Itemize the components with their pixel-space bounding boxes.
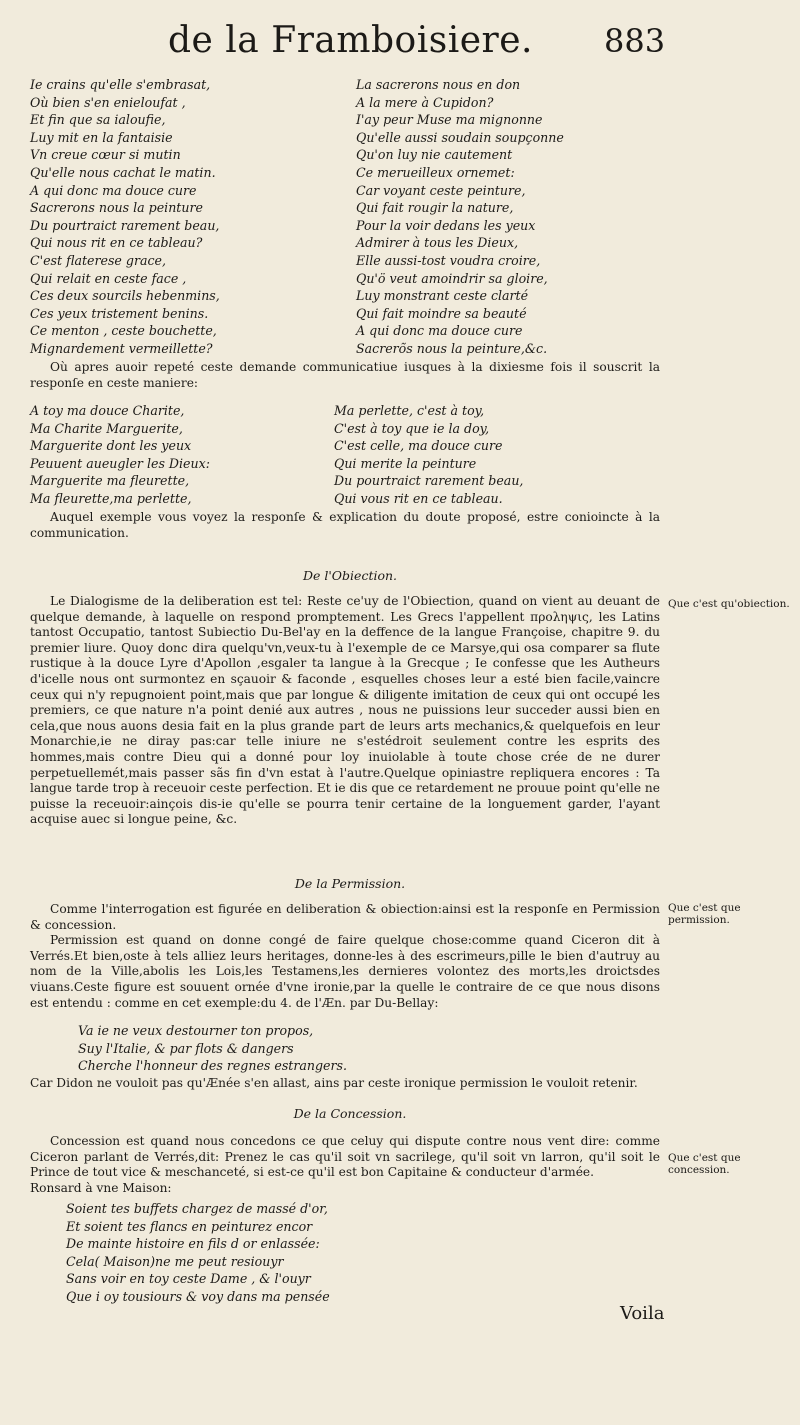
verse-line: Et soient tes flancs en peinturez encor	[66, 1218, 313, 1234]
verse-line: Ces yeux tristement benins.	[30, 305, 209, 321]
verse-line: A toy ma douce Charite,	[30, 403, 185, 418]
margin-note-objection: Que c'est qu'obiection.	[668, 598, 790, 610]
margin-note-concession: Que c'est que concession.	[668, 1152, 741, 1176]
page-header	[0, 14, 800, 70]
catchword: Voila	[620, 1303, 665, 1324]
verse-line: Qui merite la peinture	[334, 455, 477, 471]
verse-line: Sans voir en toy ceste Dame , & l'ouyr	[66, 1271, 311, 1287]
verse-block-1-right	[356, 76, 564, 358]
section-objection-text	[30, 594, 660, 828]
verse-line: Qui nous rit en ce tableau?	[30, 235, 203, 251]
verse-line: C'est à toy que ie la doy,	[334, 420, 490, 436]
paragraph-text: Car Didon ne vouloit pas qu'Ænée s'en allast, ains par ceste ironique permission le vouloit retenir.	[30, 1076, 638, 1090]
section-concession-text	[30, 1134, 660, 1196]
verse-line: Cela( Maison)ne me peut resiouyr	[66, 1253, 284, 1269]
verse-line: Qu'elle aussi soudain soupçonne	[356, 129, 564, 145]
verse-line: Suy l'Italie, & par flots & dangers	[78, 1040, 294, 1056]
verse-line: Ce merueilleux ornemet:	[356, 164, 515, 180]
verse-line: Ce menton , ceste bouchette,	[30, 323, 217, 339]
verse-line: Sacrerons nous la peinture	[30, 200, 203, 216]
verse-line: Sacrerõs nous la peinture,&c.	[356, 340, 548, 356]
verse-line: Qu'ö veut amoindrir sa gloire,	[356, 270, 548, 286]
section-permission-closing	[30, 1076, 660, 1092]
verse-line: C'est celle, ma douce cure	[334, 438, 503, 454]
verse-line: A qui donc ma douce cure	[30, 182, 197, 198]
verse-line: Qui vous rit en ce tableau.	[334, 490, 503, 506]
verse-line: De mainte histoire en fils d or enlassée:	[66, 1236, 320, 1252]
verse-line: Marguerite ma fleurette,	[30, 473, 190, 489]
verse-line: Qu'elle nous cachat le matin.	[30, 164, 216, 180]
verse-line: Mignardement vermeillette?	[30, 340, 213, 356]
paragraph-text: Concession est quand nous concedons ce que celuy qui dispute contre nous vent dire: comme Ciceron parlant de Verrés,dit: Prenez le cas qu'il soit vn sacrilege, qu'il soit vn larron, qu'il soit le Prince de tout vice & meschanceté, si est-ce qu'il est bon Capitaine & conducteur d'armée.	[30, 1134, 660, 1180]
margin-note-permission: Que c'est que permission.	[668, 902, 741, 926]
verse-concession	[66, 1200, 330, 1306]
verse-line: Pour la voir dedans les yeux	[356, 217, 536, 233]
verse-line: La sacrerons nous en don	[356, 77, 521, 92]
paragraph-text: Permission est quand on donne congé de faire quelque chose:comme quand Ciceron dit à Verrés.Et bien,oste à tels alliez leurs heritages, donne-les à des escrimeurs,pille le bien d'autruy au nom de la Ville,abolis les Lois,les Testamens,les dernieres volontez des morts,les droictsdes viuans.Ceste figure est souuent ornée d'vne ironie,par la quelle le contraire de ce que nous disons est entendu : comme en cet exemple:du 4. de l'Æn. par Du-Bellay:	[30, 933, 660, 1010]
verse-line: Admirer à tous les Dieux,	[356, 235, 519, 251]
verse-line: Car voyant ceste peinture,	[356, 182, 526, 198]
verse-block-2-right	[334, 402, 523, 508]
verse-line: Luy mit en la fantaisie	[30, 129, 173, 145]
verse-line: Du pourtraict rarement beau,	[30, 217, 220, 233]
verse-line: Ces deux sourcils hebenmins,	[30, 288, 220, 304]
verse-line: Ie crains qu'elle s'embrasat,	[30, 77, 211, 92]
paragraph-text: Comme l'interrogation est figurée en deliberation & obiection:ainsi est la responſe en Permission & concession.	[30, 902, 660, 932]
verse-line: Qui relait en ceste face ,	[30, 270, 187, 286]
verse-line: Va ie ne veux destourner ton propos,	[78, 1023, 314, 1038]
verse-line: I'ay peur Muse ma mignonne	[356, 112, 543, 128]
verse-line: C'est flaterese grace,	[30, 252, 166, 268]
verse-line: A la mere à Cupidon?	[356, 94, 494, 110]
paragraph-text: Ronsard à vne Maison:	[30, 1180, 172, 1195]
verse-line: A qui donc ma douce cure	[356, 323, 523, 339]
verse-line: Ma Charite Marguerite,	[30, 420, 183, 436]
running-title: de la Framboisiere.	[168, 20, 533, 61]
verse-line: Ma fleurette,ma perlette,	[30, 490, 192, 506]
verse-line: Ma perlette, c'est à toy,	[334, 403, 485, 418]
verse-line: Marguerite dont les yeux	[30, 438, 192, 454]
paragraph-text: Auquel exemple vous voyez la responſe & explication du doute proposé, estre conioincte à la communication.	[30, 510, 660, 540]
verse-line: Cherche l'honneur des regnes estrangers.	[78, 1058, 347, 1074]
heading-permission: De la Permission.	[294, 876, 406, 891]
paragraph-text: Où apres auoir repeté ceste demande communicatiue iusques à la dixiesme fois il souscrit la responſe en ceste maniere:	[30, 360, 660, 390]
verse-line: Qu'on luy nie cautement	[356, 147, 513, 163]
heading-concession: De la Concession.	[293, 1106, 407, 1121]
verse-line: Que i oy tousiours & voy dans ma pensée	[66, 1288, 330, 1304]
heading-objection: De l'Obiection.	[302, 568, 398, 583]
verse-block-2-left	[30, 402, 210, 508]
page-number: 883	[604, 22, 666, 60]
verse-line: Qui fait rougir la nature,	[356, 200, 514, 216]
verse-line: Du pourtraict rarement beau,	[334, 473, 524, 489]
verse-line: Qui fait moindre sa beauté	[356, 305, 527, 321]
paragraph-text: Le Dialogisme de la deliberation est tel: Reste ce'uy de l'Obiection, quand on vient au deuant de quelque demande, à laquelle on respond promptement. Les Grecs l'appellent προληψις, les Latins tantost Occupatio, tantost Subiectio Du-Bel'ay en la deffence de la langue Françoise, chapitre 9. du premier liure. Quoy donc dira quelqu'vn,veux-tu à l'exemple de ce Marsye,qui osa comparer sa flute rustique à la douce Lyre d'Apollon ,esgaler ta langue à la Grecque ; Ie confesse que les Autheurs d'icelle nous ont surmontez en sçauoir & faconde , esquelles choses leur a esté bien facile,vaincre ceux qui n'y repugnoient point,mais que par longue & diligente imitation de ceux qui ont occupé les premiers, ce que nature n'a point denié aux autres , nous ne puissions leur succeder aussi bien en cela,que nous auons desia fait en la plus grande part de leurs arts mechanics,& quelquefois en leur Monarchie,ie ne diray pas:car telle iniure ne s'estédroit seulement contre les esprits des hommes,mais contre Dieu qui a donné pour loy inuiolable à toute chose crée de ne durer perpetuellemét,mais passer sãs fin d'vn estat à l'autre.Quelque opiniastre repliquera encores : Ta langue tarde trop à receuoir ceste perfection. Et ie dis que ce retardement ne prouue point qu'elle ne puisse la receuoir:ainçois dis-ie qu'elle se pourra tenir certaine de la longuement garder, l'ayant acquise auec si longue peine, &c.	[30, 594, 660, 827]
verse-line: Elle aussi-tost voudra croire,	[356, 252, 541, 268]
verse-line: Et fin que sa ialoufie,	[30, 112, 166, 128]
verse-block-1-left	[30, 76, 220, 358]
verse-line: Où bien s'en enieloufat ,	[30, 94, 186, 110]
verse-line: Soient tes buffets chargez de massé d'or,	[66, 1201, 328, 1216]
paragraph-1	[30, 360, 660, 391]
verse-line: Luy monstrant ceste clarté	[356, 288, 529, 304]
verse-line: Vn creue cœur si mutin	[30, 147, 181, 163]
verse-line: Peuuent aueugler les Dieux:	[30, 455, 210, 471]
paragraph-2	[30, 510, 660, 541]
section-permission-text	[30, 902, 660, 1011]
verse-permission	[78, 1022, 347, 1075]
